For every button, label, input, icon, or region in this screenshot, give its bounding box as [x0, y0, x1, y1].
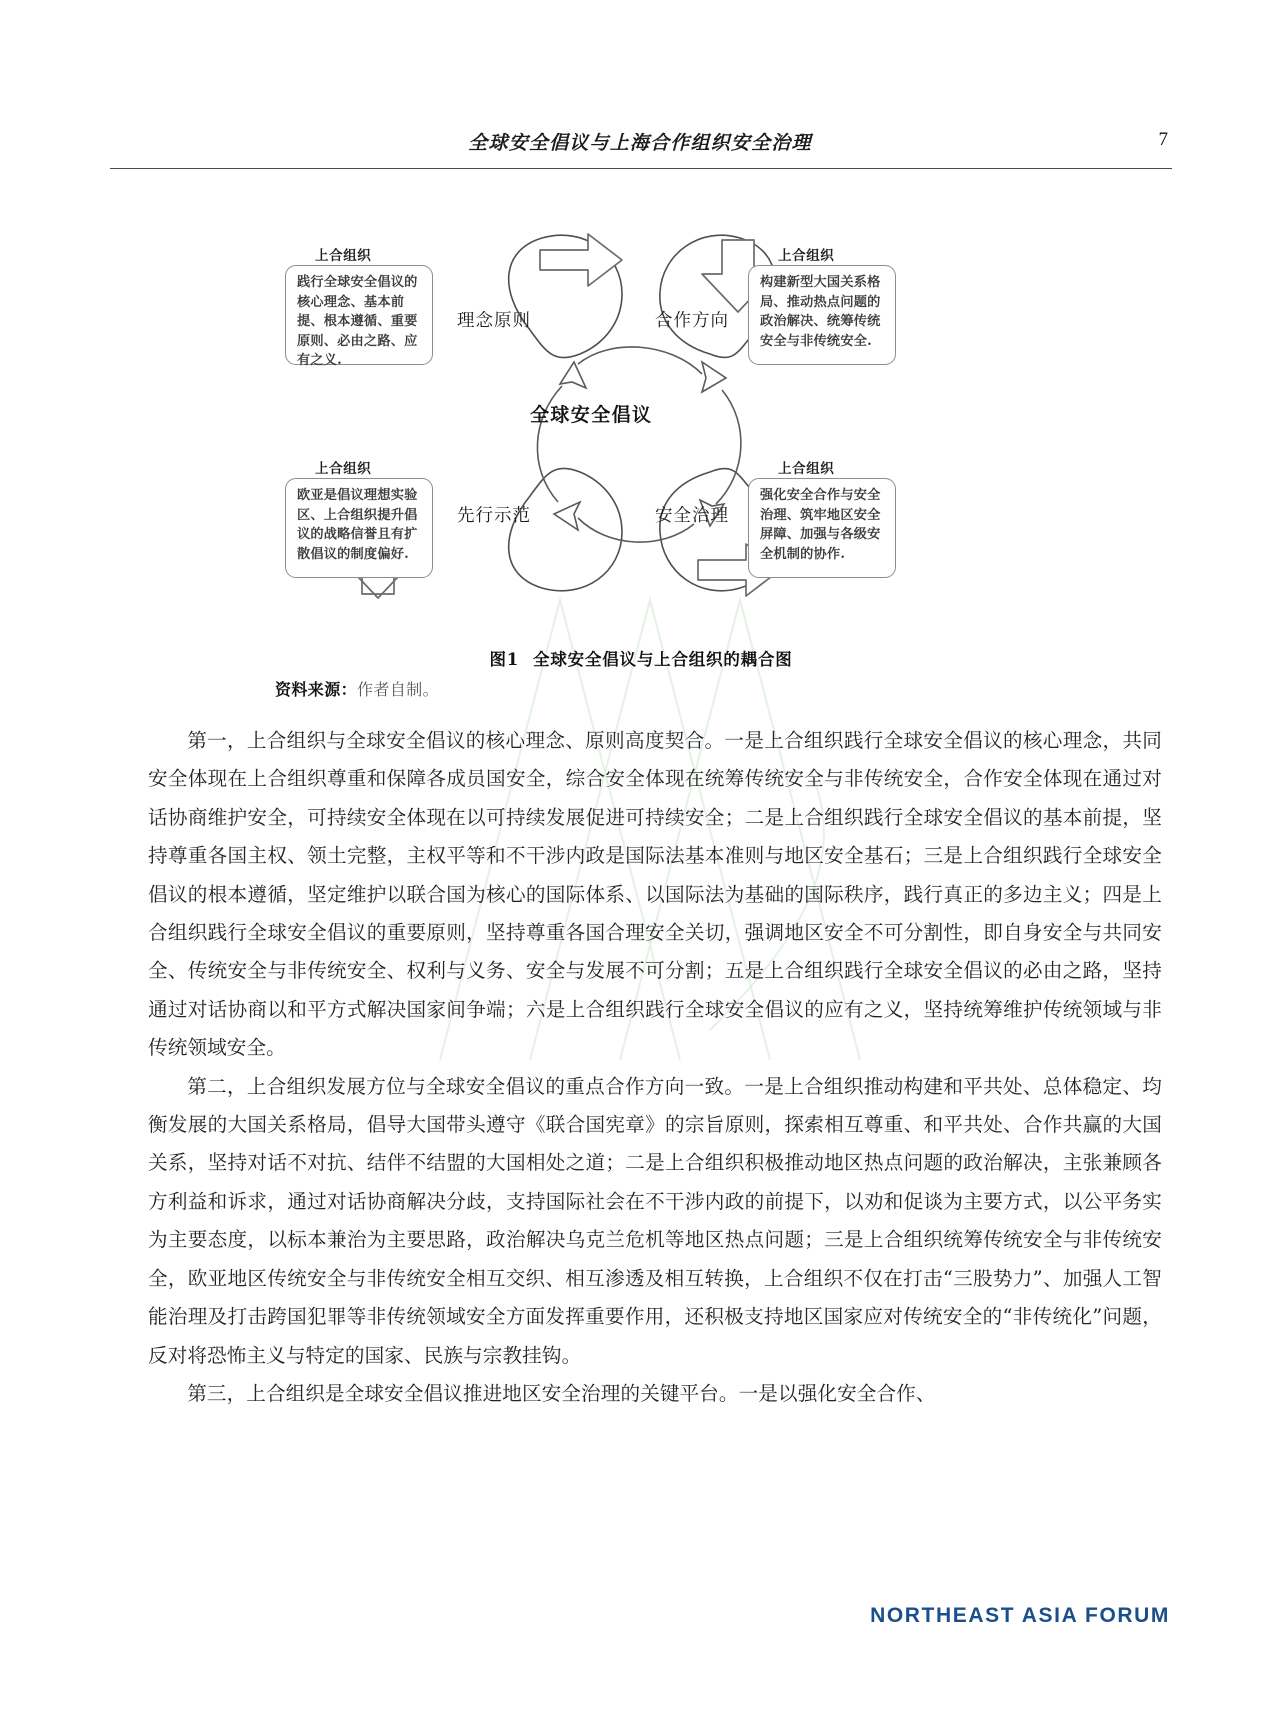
figure-caption-title: 全球安全倡议与上合组织的耦合图 — [533, 650, 793, 669]
page-number: 7 — [1158, 129, 1168, 150]
lobe-label-cooperation-direction: 合作方向 — [655, 311, 729, 331]
lobe-label-concept-principles: 理念原则 — [457, 311, 531, 331]
figure-source-label: 资料来源： — [275, 680, 358, 699]
paragraph-2: 第二，上合组织发展方位与全球安全倡议的重点合作方向一致。一是上合组织推动构建和平共处、总体稳定、均衡发展的大国关系格局，倡导大国带头遵守《联合国宪章》的宗旨原则，探索相互尊重、和平共处、合作共赢的大国关系，坚持对话不对抗、结伴不结盟的大国相处之道；二是上合组织积极推动地区热点问题的政治解决，主张兼顾各方利益和诉求，通过对话协商解决分歧，支持国际社会在不干涉内政的前提下，以劝和促谈为主要方式，以公平务实为主要态度，以标本兼治为主要思路，政治解决乌克兰危机等地区热点问题；三是上合组织统筹传统安全与非传统安全，欧亚地区传统安全与非传统安全相互交织、相互渗透及相互转换，上合组织不仅在打击“三股势力”、加强人工智能治理及打击跨国犯罪等非传统领域安全方面发挥重要作用，还积极支持地区国家应对传统安全的“非传统化”问题，反对将恐怖主义与特定的国家、民族与宗教挂钩。 — [148, 1074, 1162, 1367]
callout-box-top-left: 践行全球安全倡议的核心理念、基本前提、根本遵循、重要原则、必由之路、应有之义. — [285, 265, 433, 365]
paragraph-1: 第一，上合组织与全球安全倡议的核心理念、原则高度契合。一是上合组织践行全球安全倡议的核心理念，共同安全体现在上合组织尊重和保障各成员国安全，综合安全体现在统筹传统安全与非传统安全，合作安全体现在通过对话协商维护安全，可持续安全体现在以可持续发展促进可持续安全；二是上合组织践行全球安全倡议的基本前提，坚持尊重各国主权、领土完整，主权平等和不干涉内政是国际法基本准则与地区安全基石；三是上合组织践行全球安全倡议的根本遵循，坚定维护以联合国为核心的国际体系、以国际法为基础的国际秩序，践行真正的多边主义；四是上合组织践行全球安全倡议的重要原则，坚持尊重各国合理安全关切，强调地区安全不可分割性，即自身安全与共同安全、传统安全与非传统安全、权利与义务、安全与发展不可分割；五是上合组织践行全球安全倡议的必由之路，坚持通过对话协商以和平方式解决国家间争端；六是上合组织践行全球安全倡议的应有之义，坚持统筹维护传统领域与非传统领域安全。 — [148, 729, 1162, 1060]
callout-box-top-right: 构建新型大国关系格局、推动热点问题的政治解决、统筹传统安全与非传统安全. — [748, 265, 896, 365]
block-arrow-top — [540, 234, 622, 286]
page-title: 全球安全倡议与上海合作组织安全治理 — [468, 132, 812, 154]
callout-box-bottom-right: 强化安全合作与安全治理、筑牢地区安全屏障、加强与各级安全机制的协作. — [748, 478, 896, 578]
callout-box-bottom-left: 欧亚是倡议理想实验区、上合组织提升倡议的战略信誉且有扩散倡议的制度偏好. — [285, 478, 433, 578]
figure-source — [275, 677, 439, 700]
lobe-shape-3 — [509, 468, 622, 590]
callout-label-top-left: 上合组织 — [315, 248, 372, 264]
figure-caption — [110, 646, 1172, 670]
diagram-center-label: 全球安全倡议 — [530, 404, 653, 426]
flow-arc-top — [578, 347, 702, 374]
flow-arc-right — [716, 390, 741, 504]
journal-footer: NORTHEAST ASIA FORUM — [870, 1604, 1170, 1627]
flow-arrowhead-right — [702, 362, 726, 392]
figure-number: 图1 — [489, 650, 520, 669]
figure-1 — [110, 212, 1172, 632]
callout-label-bottom-right: 上合组织 — [778, 461, 835, 477]
lobe-label-pioneering-demonstration: 先行示范 — [457, 506, 531, 526]
lobe-label-security-governance: 安全治理 — [655, 506, 729, 526]
flow-arrowhead-left — [554, 502, 580, 530]
callout-label-bottom-left: 上合组织 — [315, 461, 372, 477]
header-divider — [110, 168, 1172, 169]
paragraph-3: 第三，上合组织是全球安全倡议推进地区安全治理的关键平台。一是以强化安全合作、 — [187, 1381, 936, 1405]
figure-source-value: 作者自制。 — [357, 680, 440, 699]
callout-label-top-right: 上合组织 — [778, 248, 835, 264]
body-content — [148, 722, 1162, 1413]
flow-arrowhead-up — [560, 362, 586, 388]
